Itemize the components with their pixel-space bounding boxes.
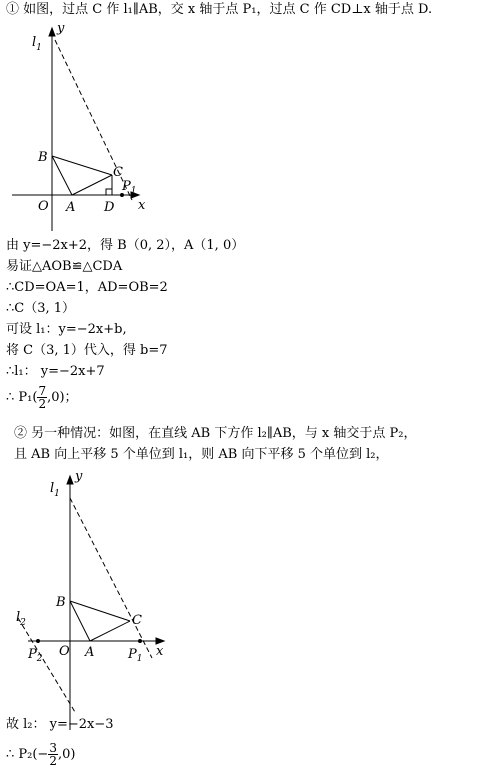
p1-answer — [6, 383, 78, 413]
figure-2 — [0, 468, 200, 733]
p2-answer — [6, 740, 75, 770]
fig1-label-l1: $l_1$ — [32, 35, 42, 53]
fig2-label-y: y — [75, 469, 83, 484]
solution-line-3: ∴CD=OA=1，AD=OB=2 — [6, 280, 168, 295]
fig1-label-x: x — [138, 198, 146, 213]
p2-fraction — [48, 742, 58, 767]
p2-fraction-num: 3 — [49, 741, 57, 755]
fig1-label-P1: $P_1$ — [122, 179, 137, 196]
fig1-axes — [12, 28, 139, 231]
p2-fraction-den: 2 — [49, 754, 57, 768]
fig2-y-arrow — [67, 476, 73, 484]
fig1-label-D: D — [104, 200, 115, 215]
solution-line-5: 可设 l₁：y=−2x+b, — [6, 322, 127, 337]
p1-answer-suffix: ,0)； — [47, 390, 78, 405]
fig2-point-P2 — [36, 639, 40, 643]
part2-text-2: 且 AB 向上平移 5 个单位到 l₁，则 AB 向下平移 5 个单位到 l₂， — [14, 447, 389, 462]
fig2-label-x: x — [156, 644, 164, 659]
p2-answer-suffix: ,0) — [57, 747, 76, 762]
fig1-right-angle — [106, 189, 112, 195]
fig2-label-P1: $P_1$ — [128, 647, 143, 664]
fig2-label-C: C — [132, 613, 142, 628]
p1-fraction-den: 2 — [38, 397, 47, 411]
p2-answer-prefix: ∴ P₂(− — [6, 747, 49, 762]
fig1-label-A: A — [66, 200, 76, 215]
fig1-y-arrow — [49, 28, 55, 36]
fig2-label-B: B — [56, 595, 66, 610]
part1-intro: ① 如图，过点 C 作 l₁∥AB，交 x 轴于点 P₁，过点 C 作 CD⊥x 轴于点 D. — [6, 2, 433, 17]
fig1-label-y: y — [57, 21, 65, 36]
p1-answer-prefix: ∴ P₁( — [6, 390, 38, 405]
fig2-l1-line — [70, 498, 152, 658]
fig2-point-P1 — [138, 639, 142, 643]
fig1-label-C: C — [113, 165, 123, 180]
figure-1 — [0, 18, 200, 233]
l2-equation: 故 l₂： y=−2x−3 — [6, 717, 114, 732]
solution-line-1: 由 y=−2x+2，得 B（0, 2），A（1, 0） — [6, 238, 245, 253]
fig2-segment-AC — [90, 621, 130, 641]
fig2-label-O: O — [59, 644, 70, 659]
solution-line-6: 将 C（3, 1）代入，得 b=7 — [6, 343, 168, 358]
fig2-label-P2: $P_2$ — [28, 647, 43, 664]
fig1-segment-BC — [52, 156, 112, 175]
fig2-label-A: A — [85, 645, 95, 660]
p1-fraction — [37, 385, 47, 410]
solution-line-4: ∴C（3, 1） — [6, 301, 76, 316]
solution-line-2: 易证△AOB≌△CDA — [6, 259, 123, 274]
fig1-label-O: O — [38, 199, 49, 214]
fig2-l2-line — [18, 618, 75, 712]
solution-line-7: ∴l₁： y=−2x+7 — [6, 364, 105, 379]
fig2-label-l1: $l_1$ — [50, 481, 60, 499]
fig1-label-B: B — [38, 150, 48, 165]
p1-fraction-num: 7 — [38, 384, 47, 398]
part2-text-1: ② 另一种情况：如图，在直线 AB 下方作 l₂∥AB，与 x 轴交于点 P₂， — [14, 426, 417, 441]
fig2-label-l2: $l_2$ — [16, 610, 26, 628]
